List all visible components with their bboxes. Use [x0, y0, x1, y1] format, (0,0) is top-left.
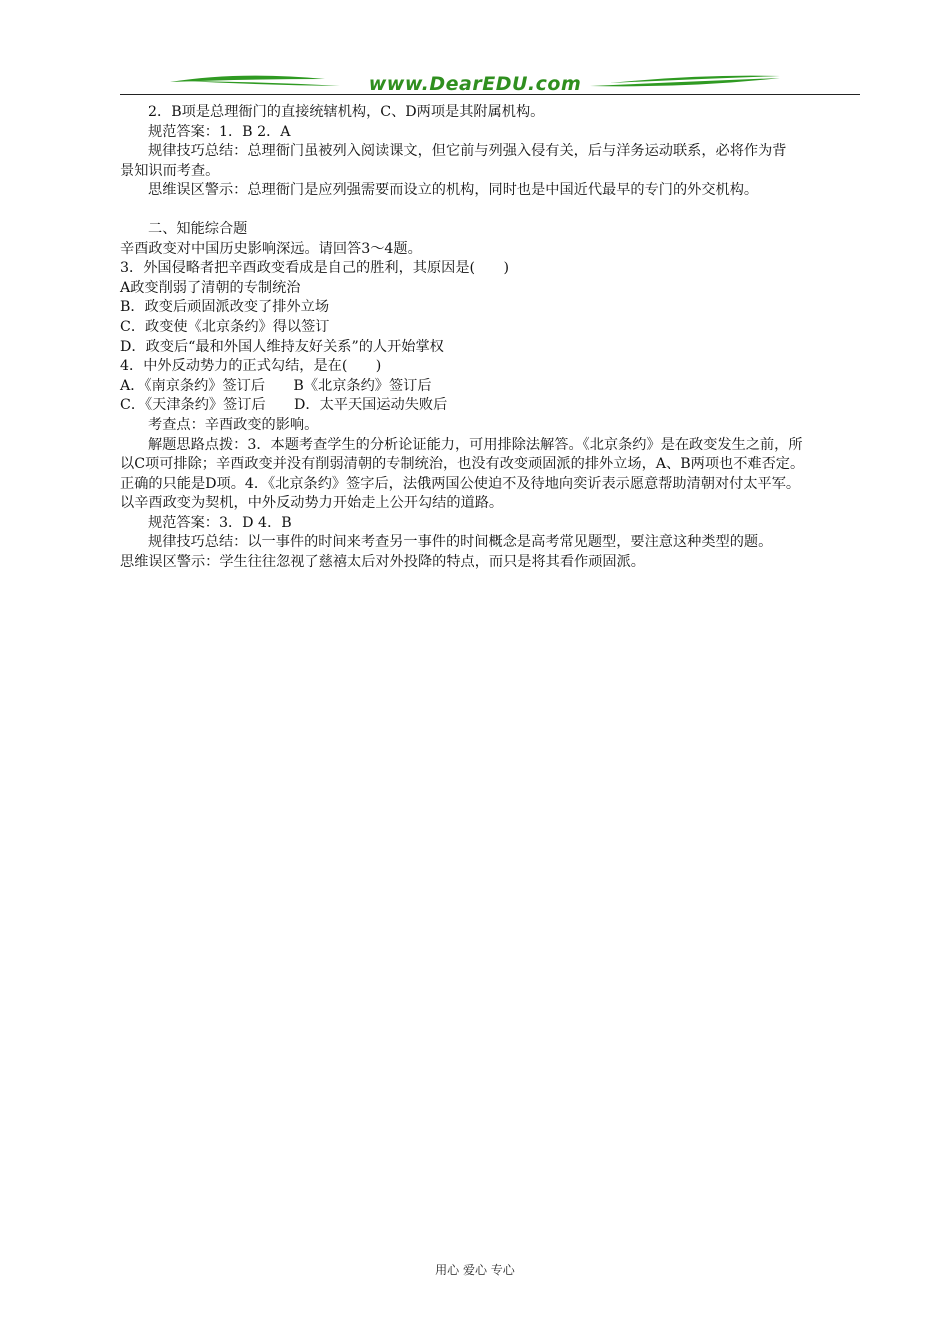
text-line: 考查点：辛酉政变的影响。 [148, 416, 319, 433]
text-line: 辛酉政变对中国历史影响深远。请回答3～4题。 [120, 240, 422, 257]
page-footer: 用心 爱心 专心 [435, 1263, 515, 1277]
text-line: 思维误区警示：学生往往忽视了慈禧太后对外投降的特点，而只是将其看作顽固派。 [120, 554, 645, 571]
text-line: 规律技巧总结：以一事件的时间来考查另一事件的时间概念是高考常见题型，要注意这种类型的题。 [148, 534, 773, 551]
text-line: 规范答案：1．B 2．A [148, 123, 291, 140]
text-line: 正确的只能是D项。4．《北京条约》签字后，法俄两国公使迫不及待地向奕䜣表示愿意帮助清朝对付太平军。 [120, 475, 801, 492]
logo-text: www.DearEDU.com [368, 73, 582, 95]
document-body [120, 103, 870, 573]
question-line: 4．中外反动势力的正式勾结，是在( ) [120, 358, 382, 375]
text-line: 解题思路点拨：3．本题考查学生的分析论证能力，可用排除法解答。《北京条约》是在政变发生之前，所 [148, 436, 803, 453]
text-line: 规范答案：3．D 4．B [148, 514, 292, 531]
text-line: 思维误区警示：总理衙门是应列强需要而设立的机构，同时也是中国近代最早的专门的外交机构。 [148, 182, 759, 199]
question-line: 3．外国侵略者把辛酉政变看成是自己的胜利，其原因是( ) [120, 260, 509, 277]
header-divider [120, 94, 860, 95]
option-line: C．政变使《北京条约》得以签订 [120, 318, 330, 335]
option-line: B．政变后顽固派改变了排外立场 [120, 299, 330, 316]
option-line: A政变削弱了清朝的专制统治 [120, 279, 301, 296]
text-line: 规律技巧总结：总理衙门虽被列入阅读课文，但它前与列强入侵有关，后与洋务运动联系，必将作为背 [148, 143, 787, 160]
spacer [120, 201, 870, 220]
text-line: 以C项可排除；辛酉政变并没有削弱清朝的专制统治，也没有改变顽固派的排外立场，A、B两项也不难否定。 [120, 456, 805, 473]
site-logo-banner [90, 66, 860, 102]
section-heading: 二、知能综合题 [148, 220, 248, 237]
text-line: 2．B项是总理衙门的直接统辖机构，C、D两项是其附属机构。 [148, 104, 545, 120]
option-line: D．政变后“最和外国人维持友好关系”的人开始掌权 [120, 338, 444, 355]
option-line: A．《南京条约》签订后 B《北京条约》签订后 [120, 377, 432, 394]
option-line: C．《天津条约》签订后 D．太平天国运动失败后 [120, 397, 448, 414]
text-line: 以辛酉政变为契机，中外反动势力开始走上公开勾结的道路。 [120, 495, 504, 512]
text-line: 景知识而考查。 [120, 162, 220, 179]
